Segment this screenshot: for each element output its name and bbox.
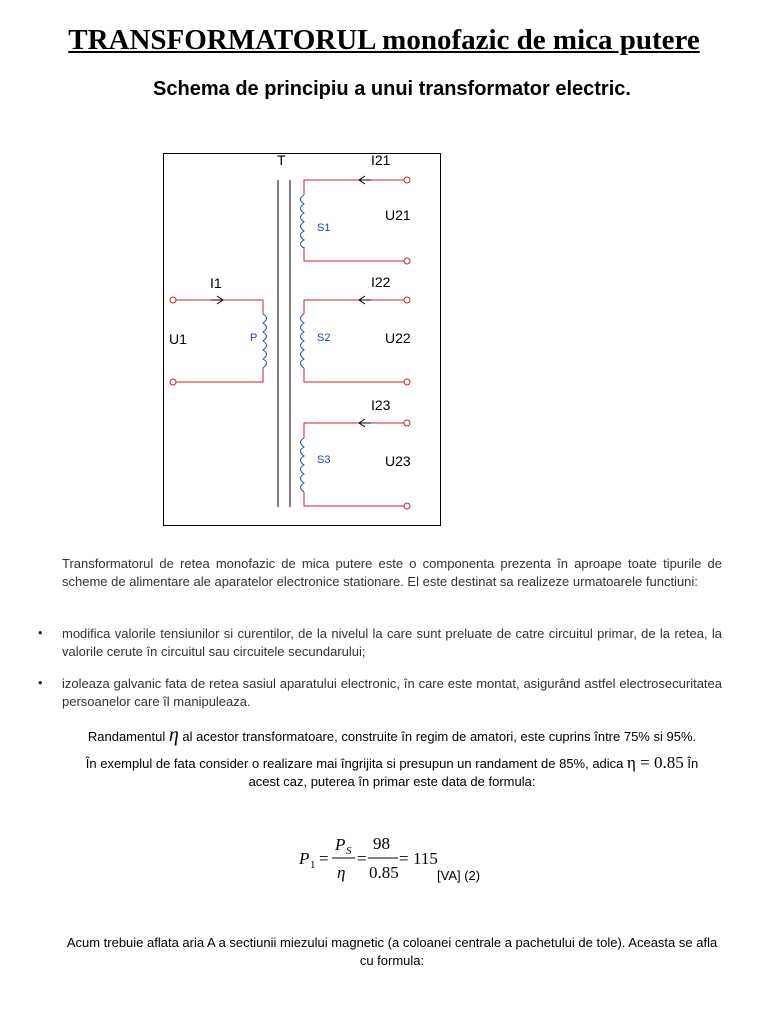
primary-coil bbox=[263, 314, 267, 368]
primary-circuit bbox=[169, 275, 267, 385]
secondary-coil-1 bbox=[301, 195, 305, 248]
svg-text:P: P bbox=[299, 849, 310, 868]
svg-text:η: η bbox=[337, 863, 346, 882]
svg-text:1: 1 bbox=[310, 859, 316, 871]
primary-terminal-bottom bbox=[170, 379, 176, 385]
svg-text:S1: S1 bbox=[317, 222, 331, 234]
secondary-circuit-3 bbox=[301, 397, 411, 509]
svg-text:=: = bbox=[357, 849, 367, 868]
bullet-item-2: izoleaza galvanic fata de retea sasiul aparatului electronic, în care este montat, asigurând astfel electrosecuritatea persoanelor care îl manipuleaza. bbox=[62, 676, 722, 709]
example-paragraph: În exemplul de fata consider o realizare mai îngrijita si presupun un randament de 85%, adica η = 0.85 În acest caz, puterea în primar este data de formula: bbox=[85, 753, 699, 789]
svg-text:=: = bbox=[319, 849, 329, 868]
svg-text:=: = bbox=[399, 849, 409, 868]
svg-text:98: 98 bbox=[373, 834, 390, 853]
bullet-dot-2: • bbox=[38, 675, 43, 690]
svg-text:S3: S3 bbox=[317, 454, 331, 466]
core-label: T bbox=[277, 152, 286, 168]
eta-symbol: η bbox=[168, 724, 179, 746]
power-formula bbox=[295, 832, 440, 884]
primary-current-label: I1 bbox=[210, 275, 222, 291]
svg-text:U21: U21 bbox=[385, 207, 411, 223]
svg-text:U22: U22 bbox=[385, 330, 411, 346]
closing-paragraph: Acum trebuie aflata aria A a sectiunii miezului magnetic (a coloanei centrale a pachetului de tole). Aceasta se afla cu formula: bbox=[66, 935, 718, 968]
transformer-diagram bbox=[163, 150, 443, 528]
bullet-item-1: modifica valorile tensiunilor si curentilor, de la nivelul la care sunt preluate de catre circuitul primar, de la retea, la valorile cerute în circuitul sau circuitele secundarului; bbox=[62, 626, 722, 659]
svg-text:S2: S2 bbox=[317, 332, 331, 344]
efficiency-line: Randamentul η al acestor transformatoare, construite în regim de amatori, este cuprins între 75% si 95%. bbox=[87, 724, 697, 746]
svg-text:P: P bbox=[335, 835, 346, 854]
primary-terminal-top bbox=[170, 297, 176, 303]
primary-voltage-label: U1 bbox=[169, 331, 187, 347]
svg-text:115: 115 bbox=[413, 849, 438, 868]
page-title: TRANSFORMATORUL monofazic de mica putere bbox=[68, 24, 700, 56]
svg-text:U23: U23 bbox=[385, 453, 411, 469]
intro-paragraph: Transformatorul de retea monofazic de mica putere este o componenta prezenta în aproape toate tipurile de scheme de alimentare ale aparatelor electronice stationare. El este destinat sa realizeze urmatoarele functiuni: bbox=[62, 556, 722, 589]
secondary-coil-2 bbox=[301, 314, 305, 368]
svg-text:S: S bbox=[346, 845, 352, 857]
svg-text:0.85: 0.85 bbox=[369, 863, 399, 882]
eta-value: η = 0.85 bbox=[627, 753, 684, 772]
primary-current-arrow bbox=[211, 296, 223, 304]
formula-unit: [VA] (2) bbox=[437, 868, 481, 883]
bullet-dot-1: • bbox=[38, 625, 43, 640]
secondary-circuit-1 bbox=[301, 152, 411, 264]
svg-text:I23: I23 bbox=[371, 397, 391, 413]
secondary-circuit-2 bbox=[301, 274, 411, 385]
svg-text:I22: I22 bbox=[371, 274, 391, 290]
secondary-coil-3 bbox=[301, 438, 305, 492]
primary-coil-label: P bbox=[250, 332, 258, 344]
page-subtitle: Schema de principiu a unui transformator electric. bbox=[153, 78, 631, 100]
svg-text:I21: I21 bbox=[371, 152, 391, 168]
